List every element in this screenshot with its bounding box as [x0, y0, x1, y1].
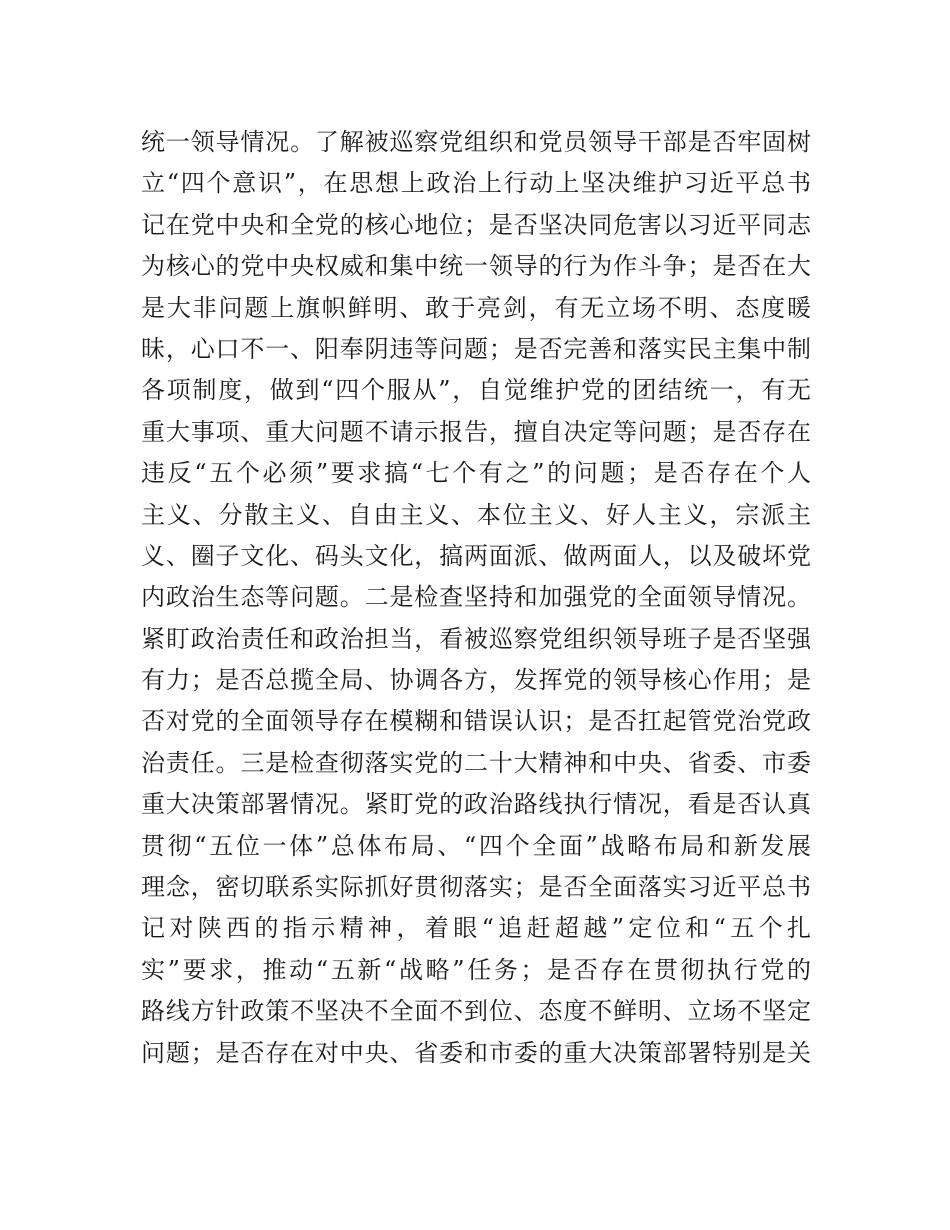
text-line: 主义、分散主义、自由主义、本位主义、好人主义，宗派主	[141, 500, 811, 529]
text-line: 是大非问题上旗帜鲜明、敢于亮剑，有无立场不明、态度暖	[141, 293, 811, 322]
text-line: 统一领导情况。了解被巡察党组织和党员领导干部是否牢固树	[141, 128, 811, 156]
text-line: 问题；是否存在对中央、省委和市委的重大决策部署特别是关	[141, 1038, 811, 1067]
text-line: 重大决策部署情况。紧盯党的政治路线执行情况，看是否认真	[141, 790, 811, 819]
text-line: 各项制度，做到“四个服从”，自觉维护党的团结统一，有无	[141, 376, 811, 405]
text-line: 内政治生态等问题。二是检查坚持和加强党的全面领导情况。	[141, 583, 811, 612]
text-line: 记对陕西的指示精神，着眼“追赶超越”定位和“五个扎	[141, 914, 811, 943]
text-line: 理念，密切联系实际抓好贯彻落实；是否全面落实习近平总书	[141, 873, 811, 902]
text-line: 为核心的党中央权威和集中统一领导的行为作斗争；是否在大	[141, 252, 811, 281]
text-line: 否对党的全面领导存在模糊和错误认识；是否扛起管党治党政	[141, 707, 811, 736]
text-line: 记在党中央和全党的核心地位；是否坚决同危害以习近平同志	[141, 210, 811, 239]
text-line: 路线方针政策不坚决不全面不到位、态度不鲜明、立场不坚定	[141, 997, 811, 1026]
text-line: 立“四个意识”，在思想上政治上行动上坚决维护习近平总书	[141, 169, 811, 198]
text-line: 治责任。三是检查彻落实党的二十大精神和中央、省委、市委	[141, 748, 811, 777]
text-line: 义、圈子文化、码头文化，搞两面派、做两面人，以及破坏党	[141, 541, 811, 570]
text-line: 昧，心口不一、阳奉阴违等问题；是否完善和落实民主集中制	[141, 334, 811, 363]
text-line: 重大事项、重大问题不请示报告，擅自决定等问题；是否存在	[141, 417, 811, 446]
text-line: 有力；是否总揽全局、协调各方，发挥党的领导核心作用；是	[141, 666, 811, 695]
text-line: 违反“五个必须”要求搞“七个有之”的问题；是否存在个人	[141, 459, 811, 488]
text-line: 紧盯政治责任和政治担当，看被巡察党组织领导班子是否坚强	[141, 624, 811, 653]
body-text	[141, 122, 811, 1074]
text-line: 实”要求，推动“五新“战略”任务；是否存在贯彻执行党的	[141, 955, 811, 984]
text-line: 贯彻“五位一体”总体布局、“四个全面”战略布局和新发展	[141, 831, 811, 860]
